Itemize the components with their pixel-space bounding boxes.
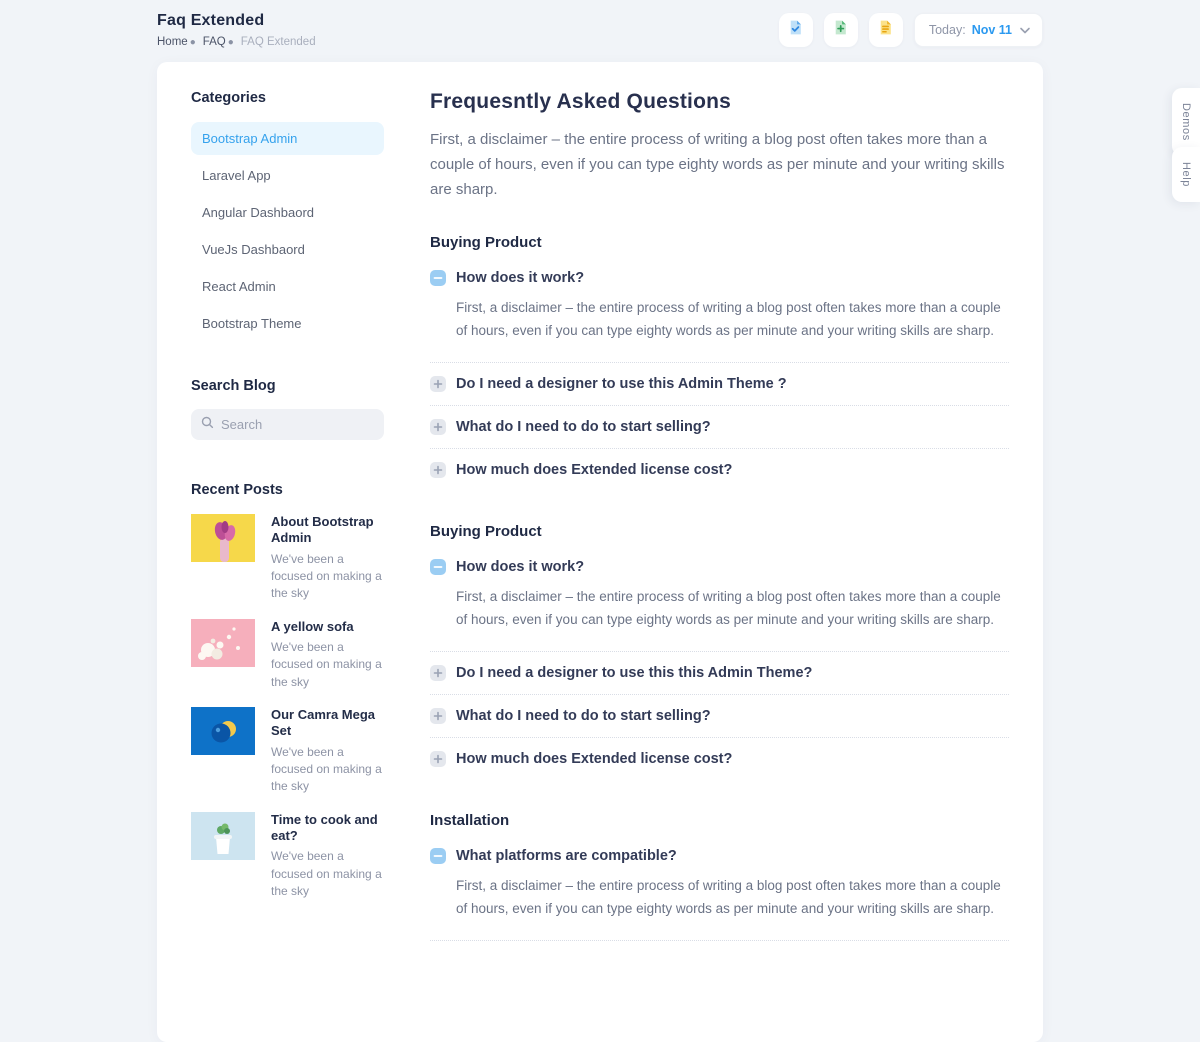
recent-posts-section: [191, 482, 384, 900]
header-actions: [779, 13, 1043, 47]
faq-question-row[interactable]: [430, 462, 1009, 478]
file-lines-button[interactable]: [869, 13, 903, 47]
date-picker[interactable]: [914, 13, 1043, 47]
faq-title: Frequesntly Asked Questions: [430, 90, 732, 113]
faq-question: What do I need to do to start selling?: [456, 708, 711, 724]
recent-posts-heading: Recent Posts: [191, 482, 283, 498]
breadcrumb-faq[interactable]: FAQ: [202, 36, 226, 48]
post-text: [271, 707, 389, 796]
faq-question-row[interactable]: [430, 376, 1009, 392]
faq-question-row[interactable]: [430, 751, 1009, 767]
post-thumbnail-camera: [191, 707, 255, 755]
post-text: [271, 812, 389, 901]
faq-section-buying-product-2: [430, 523, 1009, 780]
faq-answer: First, a disclaimer – the entire process of writing a blog post often takes more than a couple of hours, even if you can type eighty words as per minute and your writing skills are sharp.: [456, 878, 1001, 916]
category-laravel-app[interactable]: Laravel App: [202, 168, 271, 183]
section-heading: Buying Product: [430, 234, 542, 252]
faq-item-collapsed: [430, 695, 1009, 738]
post-title: Our Camra Mega Set: [271, 707, 376, 739]
post-thumbnail-flowers: [191, 514, 255, 562]
faq-item-collapsed: [430, 363, 1009, 406]
faq-question-row[interactable]: [430, 665, 1009, 681]
categories-heading: Categories: [191, 90, 266, 106]
faq-question: How does it work?: [456, 559, 585, 576]
faq-question: Do I need a designer to use this Admin Theme ?: [456, 376, 787, 393]
search-icon: [201, 416, 214, 434]
file-plus-button[interactable]: [824, 13, 858, 47]
file-check-button[interactable]: [779, 13, 813, 47]
chevron-down-icon: [1018, 21, 1030, 39]
expand-icon[interactable]: [430, 708, 446, 724]
faq-section-buying-product-1: [430, 234, 1009, 491]
faq-card: [157, 62, 1043, 1042]
faq-item-collapsed: [430, 652, 1009, 695]
post-text: [271, 619, 389, 691]
date-picker-value: Nov 11: [971, 23, 1012, 37]
faq-sidebar: [191, 90, 384, 1014]
post-excerpt: We've been a focused on making a the sky: [271, 744, 382, 794]
expand-icon[interactable]: [430, 665, 446, 681]
search-input[interactable]: [221, 417, 374, 432]
category-react-admin[interactable]: React Admin: [202, 279, 276, 294]
faq-question-row[interactable]: [430, 270, 1009, 286]
faq-answer: First, a disclaimer – the entire process of writing a blog post often takes more than a couple of hours, even if you can type eighty words as per minute and your writing skills are sharp.: [456, 589, 1001, 628]
collapse-icon[interactable]: [430, 848, 446, 864]
faq-question-row[interactable]: [430, 708, 1009, 724]
breadcrumb-current: FAQ Extended: [240, 36, 316, 48]
post-excerpt: We've been a focused on making a the sky: [271, 551, 382, 601]
faq-item-expanded: [430, 835, 1009, 941]
search-blog-section: [191, 378, 384, 440]
faq-question: Do I need a designer to use this this Admin Theme?: [456, 665, 813, 681]
post-title: Time to cook and eat?: [271, 811, 378, 844]
file-check-icon: [787, 19, 804, 41]
collapse-icon[interactable]: [430, 270, 446, 286]
top-header: [157, 12, 1043, 52]
category-bootstrap-admin[interactable]: Bootstrap Admin: [191, 122, 384, 155]
help-tab[interactable]: Help: [1172, 147, 1200, 202]
faq-item-collapsed: [430, 738, 1009, 780]
faq-answer: First, a disclaimer – the entire process of writing a blog post often takes more than a couple of hours, even if you can type eighty words as per minute and your writing skills are sharp.: [456, 300, 1001, 339]
expand-icon[interactable]: [430, 462, 446, 478]
search-blog-heading: Search Blog: [191, 378, 276, 394]
post-thumbnail-popcorn: [191, 619, 255, 667]
faq-item-expanded: [430, 257, 1009, 363]
demos-tab[interactable]: Demos: [1172, 88, 1200, 156]
breadcrumb-home[interactable]: Home: [157, 36, 188, 48]
post-title: About Bootstrap Admin: [271, 514, 374, 546]
faq-question: What do I need to do to start selling?: [456, 419, 711, 436]
date-picker-label: Today:: [928, 23, 966, 37]
breadcrumb-separator: ●: [189, 36, 196, 48]
collapse-icon[interactable]: [430, 559, 446, 575]
faq-question: How much does Extended license cost?: [456, 751, 733, 767]
list-item[interactable]: [191, 619, 384, 691]
list-item[interactable]: [191, 707, 384, 796]
faq-section-installation: [430, 812, 1009, 941]
breadcrumb-separator: ●: [227, 36, 234, 48]
faq-question: How does it work?: [456, 270, 585, 287]
faq-item-collapsed: [430, 449, 1009, 491]
category-list: [191, 122, 384, 340]
post-excerpt: We've been a focused on making a the sky: [271, 639, 382, 689]
category-bootstrap-theme[interactable]: Bootstrap Theme: [202, 316, 302, 331]
file-plus-icon: [832, 19, 849, 41]
expand-icon[interactable]: [430, 751, 446, 767]
post-title: A yellow sofa: [271, 618, 354, 634]
section-heading: Buying Product: [430, 523, 542, 541]
list-item[interactable]: [191, 514, 384, 603]
file-lines-icon: [877, 19, 894, 41]
post-thumbnail-plant: [191, 812, 255, 860]
post-text: [271, 514, 389, 603]
section-heading: Installation: [430, 812, 510, 829]
faq-item-expanded: [430, 546, 1009, 652]
post-excerpt: We've been a focused on making a the sky: [271, 849, 382, 899]
page-title: Faq Extended: [157, 12, 265, 29]
category-vuejs-dashboard[interactable]: VueJs Dashbaord: [202, 242, 305, 257]
expand-icon[interactable]: [430, 419, 446, 435]
faq-main: [430, 90, 1009, 1014]
category-angular-dashboard[interactable]: Angular Dashbaord: [202, 205, 315, 220]
search-box: [191, 409, 384, 440]
faq-question: What platforms are compatible?: [456, 848, 677, 864]
expand-icon[interactable]: [430, 376, 446, 392]
list-item[interactable]: [191, 812, 384, 901]
faq-question-row[interactable]: [430, 559, 1009, 575]
faq-item-collapsed: [430, 406, 1009, 449]
faq-intro: First, a disclaimer – the entire process of writing a blog post often takes more than a couple of hours, even if you can type eighty words as per minute and your writing skills are sharp.: [430, 131, 1005, 198]
faq-question-row[interactable]: [430, 848, 1009, 864]
faq-question: How much does Extended license cost?: [456, 462, 733, 479]
faq-question-row[interactable]: [430, 419, 1009, 435]
